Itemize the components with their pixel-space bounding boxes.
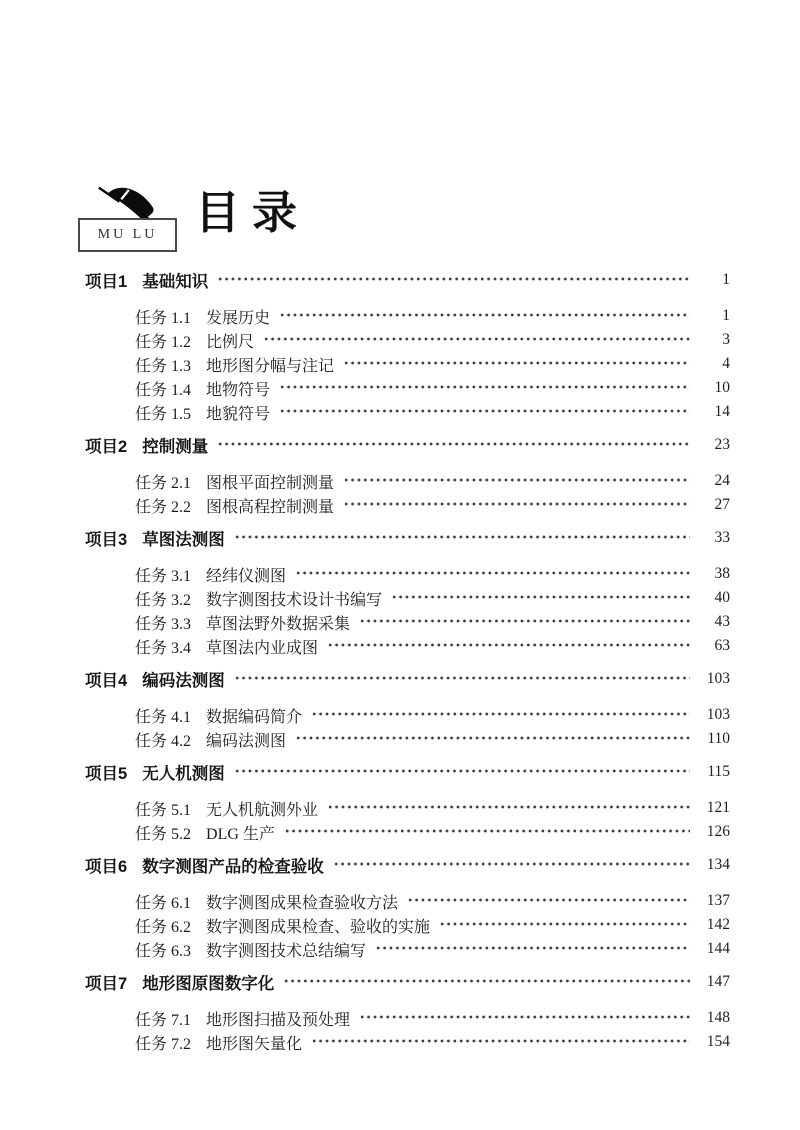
entry-label: 任务 1.1 [135, 309, 192, 327]
toc-section [85, 433, 730, 517]
entry-label: 项目4 [85, 672, 128, 690]
dot-leader [279, 376, 690, 400]
entry-title: 地形图扫描及预处理 [206, 1011, 351, 1029]
entry-page-number: 63 [714, 637, 730, 654]
entry-page-number: 43 [714, 613, 730, 630]
toc-task-entry [85, 1006, 730, 1030]
entry-page-number: 103 [706, 706, 730, 723]
entry-page-number: 154 [706, 1033, 730, 1050]
dot-leader [283, 970, 690, 994]
toc-task-entry [85, 1030, 730, 1054]
entry-page-number: 144 [706, 940, 730, 957]
toc-task-entry [85, 562, 730, 586]
entry-page-number: 142 [706, 916, 730, 933]
entry-title: 草图法测图 [142, 531, 225, 549]
entry-page-number: 3 [722, 331, 730, 348]
toc-task-entry [85, 352, 730, 376]
dot-leader [279, 304, 690, 328]
dot-leader [234, 526, 690, 550]
entry-page-number: 115 [707, 763, 730, 780]
entry-page-number: 38 [714, 565, 730, 582]
entry-page-number: 110 [707, 730, 730, 747]
toc-task-entry [85, 586, 730, 610]
dot-leader [333, 853, 690, 877]
dot-leader [234, 760, 690, 784]
toc-list [85, 268, 730, 1063]
dot-leader [343, 493, 690, 517]
entry-label: 项目1 [85, 273, 128, 291]
task-list [85, 304, 730, 424]
entry-title: 控制测量 [142, 438, 209, 456]
entry-title: 数字测图成果检查、验收的实施 [206, 918, 431, 936]
entry-page-number: 1 [722, 307, 730, 324]
entry-label: 任务 2.1 [135, 474, 192, 492]
entry-title: 草图法野外数据采集 [206, 615, 351, 633]
toc-task-entry [85, 703, 730, 727]
toc-task-entry [85, 889, 730, 913]
entry-page-number: 4 [722, 355, 730, 372]
entry-label: 任务 3.2 [135, 591, 192, 609]
entry-label: 任务 1.2 [135, 333, 192, 351]
page-title: 目录 [195, 187, 310, 238]
toc-section [85, 970, 730, 1054]
entry-page-number: 40 [714, 589, 730, 606]
toc-task-entry [85, 376, 730, 400]
entry-page-number: 134 [706, 856, 730, 873]
mulu-label: MU LU [97, 227, 158, 242]
entry-page-number: 126 [706, 823, 730, 840]
dot-leader [439, 913, 690, 937]
dot-leader [311, 1030, 690, 1054]
toc-task-entry [85, 937, 730, 961]
entry-title: 经纬仪测图 [206, 567, 287, 585]
entry-page-number: 23 [714, 436, 730, 453]
entry-title: 图根平面控制测量 [206, 474, 335, 492]
dot-leader [359, 610, 690, 634]
entry-label: 任务 6.2 [135, 918, 192, 936]
toc-task-entry [85, 820, 730, 844]
entry-title: 地貌符号 [206, 405, 271, 423]
entry-page-number: 147 [706, 973, 730, 990]
entry-label: 任务 3.1 [135, 567, 192, 585]
toc-project-entry [85, 433, 730, 457]
dot-leader [263, 328, 690, 352]
task-list [85, 796, 730, 844]
dot-leader [284, 820, 690, 844]
entry-page-number: 27 [714, 496, 730, 513]
entry-title: 无人机航测外业 [206, 801, 319, 819]
entry-title: 比例尺 [206, 333, 255, 351]
mulu-logo [78, 186, 188, 256]
dot-leader [234, 667, 690, 691]
toc-project-entry [85, 268, 730, 292]
dot-leader [343, 352, 690, 376]
entry-title: 地物符号 [206, 381, 271, 399]
entry-label: 项目2 [85, 438, 128, 456]
toc-section [85, 268, 730, 424]
entry-page-number: 14 [714, 403, 730, 420]
entry-page-number: 1 [722, 271, 730, 288]
entry-label: 任务 4.2 [135, 732, 192, 750]
toc-project-entry [85, 526, 730, 550]
toc-project-entry [85, 667, 730, 691]
toc-task-entry [85, 469, 730, 493]
toc-task-entry [85, 610, 730, 634]
toc-task-entry [85, 913, 730, 937]
entry-title: 地形图原图数字化 [142, 975, 275, 993]
dot-leader [375, 937, 690, 961]
entry-title: 数字测图技术总结编写 [206, 942, 367, 960]
entry-label: 任务 7.1 [135, 1011, 192, 1029]
entry-page-number: 148 [706, 1009, 730, 1026]
dot-leader [327, 634, 690, 658]
entry-page-number: 121 [706, 799, 730, 816]
entry-title: 数字测图技术设计书编写 [206, 591, 383, 609]
toc-project-entry [85, 760, 730, 784]
toc-section [85, 526, 730, 658]
entry-page-number: 103 [706, 670, 730, 687]
entry-label: 任务 7.2 [135, 1035, 192, 1053]
toc-task-entry [85, 634, 730, 658]
entry-label: 任务 1.3 [135, 357, 192, 375]
entry-title: 编码法测图 [206, 732, 287, 750]
entry-title: 地形图矢量化 [206, 1035, 303, 1053]
entry-title: 编码法测图 [142, 672, 225, 690]
dot-leader [391, 586, 690, 610]
dot-leader [217, 433, 690, 457]
dot-leader [311, 703, 690, 727]
task-list [85, 562, 730, 658]
entry-page-number: 24 [714, 472, 730, 489]
toc-task-entry [85, 400, 730, 424]
task-list [85, 1006, 730, 1054]
entry-label: 任务 6.3 [135, 942, 192, 960]
entry-title: 地形图分幅与注记 [206, 357, 335, 375]
entry-label: 任务 2.2 [135, 498, 192, 516]
entry-title: 数字测图成果检查验收方法 [206, 894, 399, 912]
dot-leader [359, 1006, 690, 1030]
entry-label: 任务 1.5 [135, 405, 192, 423]
entry-page-number: 137 [706, 892, 730, 909]
entry-label: 项目3 [85, 531, 128, 549]
entry-label: 任务 4.1 [135, 708, 192, 726]
dot-leader [343, 469, 690, 493]
entry-page-number: 10 [714, 379, 730, 396]
toc-task-entry [85, 493, 730, 517]
entry-title: 图根高程控制测量 [206, 498, 335, 516]
entry-title: 基础知识 [142, 273, 209, 291]
task-list [85, 889, 730, 961]
dot-leader [279, 400, 690, 424]
entry-label: 项目6 [85, 858, 128, 876]
dot-leader [295, 562, 690, 586]
entry-label: 项目5 [85, 765, 128, 783]
entry-label: 任务 3.4 [135, 639, 192, 657]
entry-title: DLG 生产 [206, 825, 275, 843]
entry-label: 任务 5.1 [135, 801, 192, 819]
entry-label: 任务 1.4 [135, 381, 192, 399]
toc-section [85, 853, 730, 961]
entry-page-number: 33 [714, 529, 730, 546]
dot-leader [217, 268, 690, 292]
task-list [85, 703, 730, 751]
toc-task-entry [85, 727, 730, 751]
toc-section [85, 667, 730, 751]
entry-title: 发展历史 [206, 309, 271, 327]
mulu-box [78, 218, 177, 252]
toc-section [85, 760, 730, 844]
entry-title: 数字测图产品的检查验收 [142, 858, 324, 876]
entry-label: 任务 3.3 [135, 615, 192, 633]
entry-title: 草图法内业成图 [206, 639, 319, 657]
entry-title: 无人机测图 [142, 765, 225, 783]
toc-task-entry [85, 328, 730, 352]
toc-task-entry [85, 796, 730, 820]
entry-label: 任务 6.1 [135, 894, 192, 912]
entry-label: 任务 5.2 [135, 825, 192, 843]
entry-title: 数据编码简介 [206, 708, 303, 726]
dot-leader [327, 796, 690, 820]
toc-project-entry [85, 853, 730, 877]
entry-label: 项目7 [85, 975, 128, 993]
dot-leader [295, 727, 690, 751]
toc-task-entry [85, 304, 730, 328]
task-list [85, 469, 730, 517]
dot-leader [407, 889, 690, 913]
toc-header [78, 186, 498, 256]
toc-project-entry [85, 970, 730, 994]
